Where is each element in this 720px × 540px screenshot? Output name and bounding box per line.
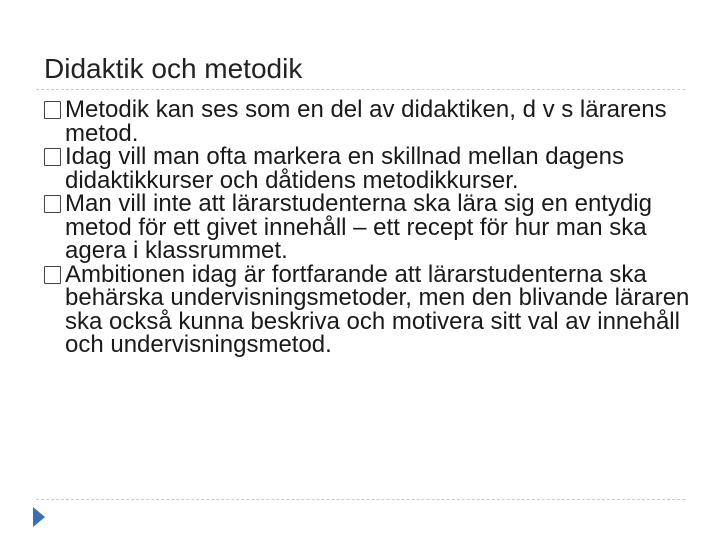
bullet-text: Metodik kan ses som en del av didaktiken, d v s lärarens metod. [65, 96, 667, 147]
triangle-arrow-icon [30, 504, 50, 530]
slide-title: Didaktik och metodik [44, 53, 303, 84]
bullet-item [44, 98, 694, 145]
footer-divider [36, 499, 685, 500]
bullet-item [44, 145, 694, 192]
missing-glyph-box-icon [44, 195, 61, 213]
bullet-list [44, 98, 694, 357]
missing-glyph-box-icon [44, 148, 61, 166]
bullet-item [44, 192, 694, 263]
missing-glyph-box-icon [44, 266, 61, 284]
bullet-text: Man vill inte att lärarstudenterna ska lära sig en entydig metod för ett givet innehåll – ett recept för hur man ska agera i klassrummet. [65, 190, 652, 264]
bullet-text: Idag vill man ofta markera en skillnad mellan dagens didaktikkurser och dåtidens metodikkurser. [65, 143, 624, 194]
missing-glyph-box-icon [44, 101, 61, 119]
bullet-text: Ambitionen idag är fortfarande att lärarstudenterna ska behärska undervisningsmetoder, men den blivande läraren ska också kunna beskriva och motivera sitt val av innehåll och undervisningsmetod. [65, 260, 690, 358]
bullet-item [44, 260, 694, 358]
title-divider [36, 89, 685, 90]
